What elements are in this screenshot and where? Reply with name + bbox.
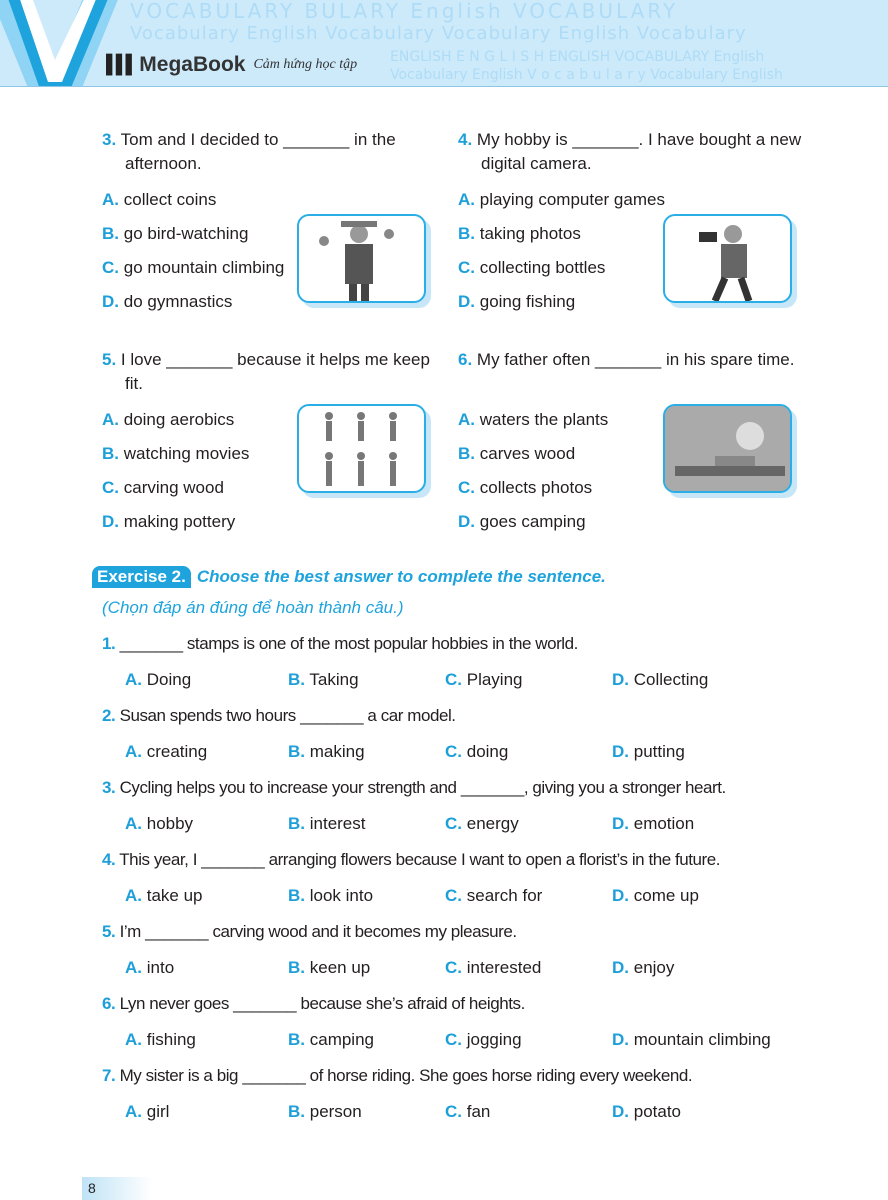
watermark-text: Vocabulary English V o c a b u l a r y Vocabulary English (390, 67, 783, 83)
option: B. keen up (288, 958, 371, 977)
option: A. collect coins (102, 190, 217, 209)
option: D. mountain climbing (612, 1030, 771, 1049)
option: C. fan (445, 1102, 491, 1121)
option: D. making pottery (102, 512, 236, 531)
option: B. person (288, 1102, 362, 1121)
brand-logo (106, 52, 357, 77)
watermark-text: Vocabulary English Vocabulary Vocabulary English Vocabulary (130, 23, 747, 44)
option: B. Taking (288, 670, 359, 689)
option: D. potato (612, 1102, 681, 1121)
question-5: 5. I love _______ because it helps me keep fit. (102, 350, 430, 393)
option: B. look into (288, 886, 374, 905)
question-4: 4. My hobby is _______. I have bought a new digital camera. (458, 130, 802, 173)
option: A. creating (125, 742, 208, 761)
question-4: 4. This year, I _______ arranging flowers because I want to open a florist’s in the future. (102, 850, 721, 869)
question-3: 3. Tom and I decided to _______ in the afternoon. (102, 130, 396, 173)
option: D. emotion (612, 814, 695, 833)
brand-mark-icon: ▌▌▌ (106, 54, 136, 74)
option: B. watching movies (102, 444, 250, 463)
question-stem: Susan spends two hours _______ a car model. (119, 706, 456, 725)
option: A. into (125, 958, 175, 977)
option: A. Doing (125, 670, 192, 689)
option: C. Playing (445, 670, 523, 689)
option: D. putting (612, 742, 685, 761)
option: A. hobby (125, 814, 194, 833)
option: A. take up (125, 886, 203, 905)
question-2: 2. Susan spends two hours _______ a car model. (102, 706, 456, 725)
option: D. goes camping (458, 512, 586, 531)
option: B. making (288, 742, 365, 761)
question-6: 6. Lyn never goes _______ because she’s afraid of heights. (102, 994, 525, 1013)
option: C. jogging (445, 1030, 522, 1049)
option: C. search for (445, 886, 543, 905)
question-stem: _______ stamps is one of the most popular hobbies in the world. (119, 634, 578, 653)
brand-tagline: Cảm hứng học tập (253, 57, 358, 72)
photographer-illustration (663, 214, 792, 303)
question-3: 3. Cycling helps you to increase your strength and _______, giving you a stronger heart. (102, 778, 726, 797)
brand-name: MegaBook (139, 53, 246, 76)
watermark-text: ENGLISH E N G L I S H ENGLISH VOCABULARY English (390, 49, 765, 65)
option: B. carves wood (458, 444, 576, 463)
watermark-text: VOCABULARY BULARY English VOCABULARY (130, 0, 679, 23)
bird-watching-illustration (297, 214, 426, 303)
page-header (0, 0, 888, 87)
option: C. carving wood (102, 478, 224, 497)
question-stem: My sister is a big _______ of horse riding. She goes horse riding every weekend. (119, 1066, 693, 1085)
option: D. come up (612, 886, 699, 905)
exercise-2-heading (92, 566, 606, 588)
option: C. interested (445, 958, 542, 977)
option: D. enjoy (612, 958, 675, 977)
question-stem: Lyn never goes _______ because she’s afraid of heights. (119, 994, 525, 1013)
option: C. collects photos (458, 478, 593, 497)
page-number: 8 (82, 1177, 152, 1200)
option: D. going fishing (458, 292, 576, 311)
exercise-title: Choose the best answer to complete the sentence. (196, 567, 606, 586)
question-7: 7. My sister is a big _______ of horse riding. She goes horse riding every weekend. (102, 1066, 693, 1085)
option: B. interest (288, 814, 366, 833)
question-6: 6. My father often _______ in his spare time. (458, 350, 795, 369)
option: C. go mountain climbing (102, 258, 285, 277)
question-stem: Cycling helps you to increase your strength and _______, giving you a stronger heart. (119, 778, 726, 797)
option: A. playing computer games (458, 190, 665, 209)
wood-carving-illustration (663, 404, 792, 493)
question-5: 5. I’m _______ carving wood and it becomes my pleasure. (102, 922, 517, 941)
question-stem: I’m _______ carving wood and it becomes my pleasure. (119, 922, 517, 941)
option: B. go bird-watching (102, 224, 249, 243)
option: A. fishing (125, 1030, 196, 1049)
option: C. doing (445, 742, 509, 761)
option: C. energy (445, 814, 519, 833)
option: B. camping (288, 1030, 374, 1049)
option: A. doing aerobics (102, 410, 235, 429)
aerobics-illustration (297, 404, 426, 493)
option: B. taking photos (458, 224, 581, 243)
exercise-label: Exercise 2. (92, 566, 191, 588)
option: C. collecting bottles (458, 258, 606, 277)
option: D. do gymnastics (102, 292, 233, 311)
question-stem: This year, I _______ arranging flowers because I want to open a florist’s in the future. (119, 850, 721, 869)
question-1: 1. _______ stamps is one of the most popular hobbies in the world. (102, 634, 578, 653)
option: A. girl (125, 1102, 170, 1121)
option: A. waters the plants (458, 410, 609, 429)
option: D. Collecting (612, 670, 709, 689)
exercise-subtitle: (Chọn đáp án đúng để hoàn thành câu.) (102, 598, 404, 617)
